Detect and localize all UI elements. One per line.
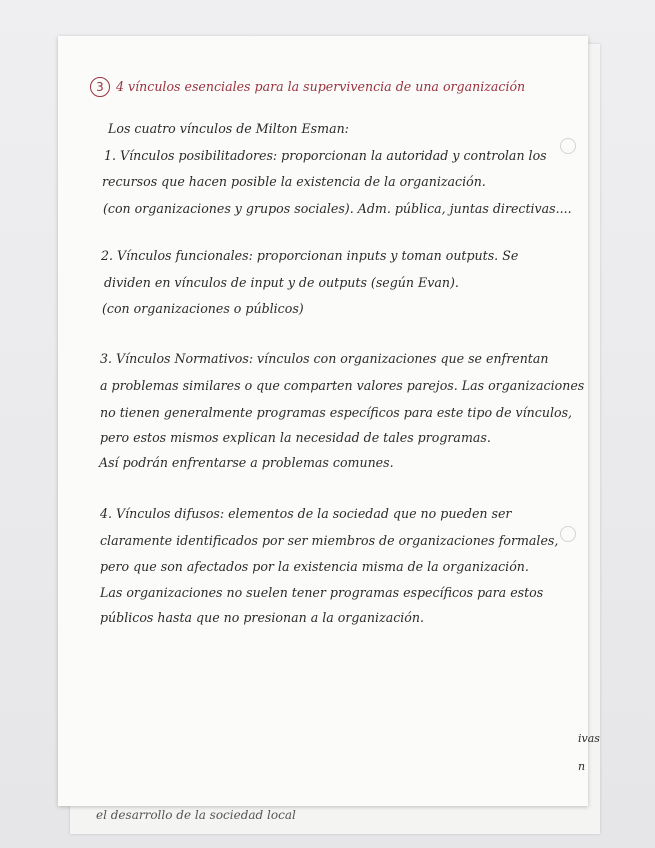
- point-3-line-5: Así podrán enfrentarse a problemas comunes.: [99, 455, 394, 470]
- point-4-line-2: claramente identificados por ser miembros de organizaciones formales,: [100, 533, 559, 548]
- point-4-line-3: pero que son afectados por la existencia misma de la organización.: [100, 559, 529, 574]
- edge-fragment: n: [578, 760, 586, 773]
- point-4-line-1: 4. Vínculos difusos: elementos de la sociedad que no pueden ser: [100, 506, 512, 521]
- point-1-line-1: 1. Vínculos posibilitadores: proporcionan la autoridad y controlan los: [104, 148, 547, 163]
- point-2-line-3: (con organizaciones o públicos): [102, 301, 304, 316]
- point-3-line-4: pero estos mismos explican la necesidad de tales programas.: [100, 430, 491, 445]
- point-4-line-5: públicos hasta que no presionan a la organización.: [100, 610, 424, 625]
- point-3-line-3: no tienen generalmente programas específicos para este tipo de vínculos,: [100, 405, 573, 420]
- bleed-through-mark: [560, 526, 576, 542]
- point-1-line-2: recursos que hacen posible la existencia de la organización.: [102, 174, 486, 189]
- point-2-line-2: dividen en vínculos de input y de outputs (según Evan).: [104, 275, 459, 290]
- point-3-line-2: a problemas similares o que comparten valores parejos. Las organizaciones: [100, 378, 585, 393]
- bottom-fragment: el desarrollo de la sociedad local: [96, 808, 296, 822]
- edge-fragment: ivas: [578, 732, 600, 745]
- bleed-through-mark: [560, 138, 576, 154]
- point-2-line-1: 2. Vínculos funcionales: proporcionan inputs y toman outputs. Se: [101, 248, 519, 263]
- point-3-line-1: 3. Vínculos Normativos: vínculos con organizaciones que se enfrentan: [100, 351, 549, 366]
- intro-line: Los cuatro vínculos de Milton Esman:: [108, 121, 349, 136]
- point-1-line-3: (con organizaciones y grupos sociales). Adm. pública, juntas directivas....: [103, 201, 572, 216]
- point-4-line-4: Las organizaciones no suelen tener programas específicos para estos: [100, 585, 544, 600]
- section-number-badge: 3: [90, 77, 110, 97]
- page-title: 4 vínculos esenciales para la supervivencia de una organización: [116, 79, 526, 94]
